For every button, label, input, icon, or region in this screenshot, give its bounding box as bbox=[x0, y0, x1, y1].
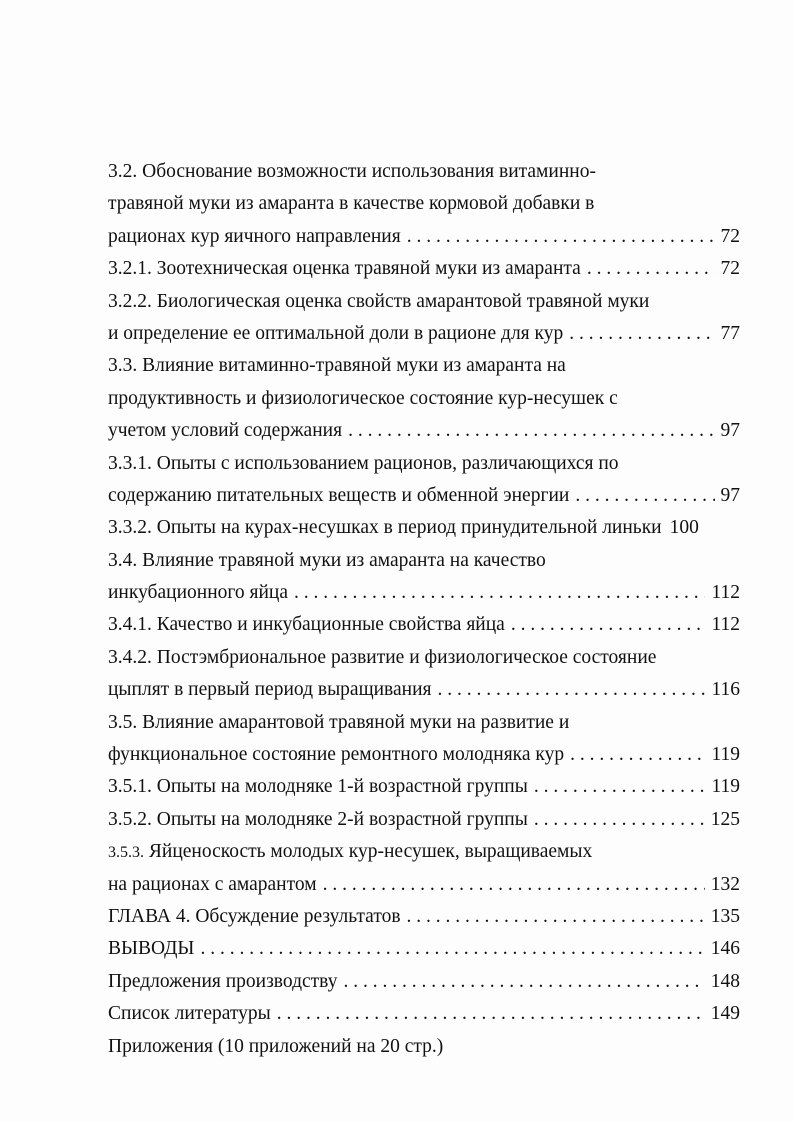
toc-page-number: 116 bbox=[711, 679, 740, 701]
leader-dots bbox=[569, 318, 714, 350]
toc-entry-text: 3.2.2. Биологическая оценка свойств амарантовой травяной муки bbox=[108, 290, 650, 312]
toc-entry-text: Список литературы bbox=[108, 1003, 271, 1025]
leader-dots bbox=[511, 609, 706, 641]
toc-page-number: 119 bbox=[711, 744, 740, 766]
toc-line bbox=[108, 512, 740, 544]
toc-entry-text: содержанию питательных веществ и обменной энергии bbox=[108, 484, 570, 506]
toc-entry-text: ГЛАВА 4. Обсуждение результатов bbox=[108, 905, 401, 927]
toc-line bbox=[108, 318, 740, 350]
toc-entry-text: 3.2. Обоснование возможности использования витаминно- bbox=[108, 161, 596, 182]
toc-entry-text: травяной муки из амаранта в качестве кормовой добавки в bbox=[108, 193, 595, 215]
leader-dots bbox=[437, 674, 705, 706]
toc-page-number: 72 bbox=[720, 225, 740, 247]
toc-line bbox=[108, 707, 740, 739]
leader-dots bbox=[570, 739, 705, 771]
toc-page-number: 72 bbox=[720, 258, 740, 280]
toc-entry-text: 3.4. Влияние травяной муки из амаранта на качество bbox=[108, 549, 546, 571]
toc-page-number: 97 bbox=[720, 484, 740, 506]
toc-entry-text: функциональное состояние ремонтного молодняка кур bbox=[108, 744, 565, 766]
toc-page-number: 119 bbox=[711, 776, 740, 798]
toc-page-number: 146 bbox=[710, 938, 740, 960]
toc-entry-text: цыплят в первый период выращивания bbox=[108, 679, 432, 701]
toc-entry-text bbox=[108, 836, 592, 868]
toc-entry-text: 3.5.2. Опыты на молодняке 2-й возрастной группы bbox=[108, 808, 528, 830]
toc-entry-number: 3.5.3. bbox=[108, 844, 144, 862]
toc-entry-text: инкубационного яйца bbox=[108, 582, 289, 604]
toc-line bbox=[108, 383, 740, 415]
leader-dots bbox=[587, 253, 715, 285]
leader-dots bbox=[575, 480, 714, 512]
toc-entry-title: Яйценоскость молодых кур-несушек, выращиваемых bbox=[148, 841, 593, 863]
toc-entry-text: Предложения производству bbox=[108, 970, 338, 992]
leader-dots bbox=[348, 415, 714, 447]
leader-dots bbox=[534, 771, 706, 803]
toc-entry-text: 3.3. Влияние витаминно-травяной муки из амаранта на bbox=[108, 355, 566, 377]
toc-page-number: 125 bbox=[710, 808, 740, 830]
toc-entry-text: 3.4.2. Постэмбриональное развитие и физиологическое состояние bbox=[108, 646, 657, 668]
toc-line bbox=[108, 771, 740, 803]
toc-line bbox=[108, 286, 740, 318]
toc-entry-text: 3.2.1. Зоотехническая оценка травяной муки из амаранта bbox=[108, 258, 581, 280]
toc-line bbox=[108, 577, 740, 609]
toc-entry-text: продуктивность и физиологическое состояние кур-несушек с bbox=[108, 387, 618, 409]
toc-page-number: 112 bbox=[711, 582, 740, 604]
toc-page-number: 135 bbox=[710, 905, 740, 927]
toc-page-number: 77 bbox=[720, 322, 740, 344]
toc-line bbox=[108, 415, 740, 447]
toc-line bbox=[108, 221, 740, 253]
toc-line bbox=[108, 642, 740, 674]
toc-page-number: 149 bbox=[710, 1003, 740, 1025]
toc-line bbox=[108, 448, 740, 480]
toc-line bbox=[108, 836, 740, 868]
leader-dots bbox=[277, 998, 705, 1030]
toc-entry-text: 3.5.1. Опыты на молодняке 1-й возрастной группы bbox=[108, 776, 528, 798]
toc-line bbox=[108, 545, 740, 577]
toc-page-number: 112 bbox=[711, 614, 740, 636]
toc-line bbox=[108, 156, 740, 188]
toc-line bbox=[108, 966, 740, 998]
toc-line bbox=[108, 253, 740, 285]
toc-line bbox=[108, 933, 740, 965]
leader-dots bbox=[294, 577, 705, 609]
toc-page-number: 148 bbox=[710, 970, 740, 992]
toc-line bbox=[108, 804, 740, 836]
leader-dots bbox=[323, 869, 705, 901]
toc-line bbox=[108, 869, 740, 901]
leader-dots bbox=[343, 966, 704, 998]
toc-entry-text: на рационах с амарантом bbox=[108, 873, 317, 895]
table-of-contents bbox=[108, 156, 740, 1063]
leader-dots bbox=[407, 221, 715, 253]
toc-entry-text: 3.3.1. Опыты с использованием рационов, различающихся по bbox=[108, 452, 619, 474]
toc-line bbox=[108, 1031, 740, 1063]
leader-dots bbox=[534, 804, 705, 836]
toc-line bbox=[108, 609, 740, 641]
toc-entry-text: 3.3.2. Опыты на курах-несушках в период принудительной линьки bbox=[108, 517, 662, 539]
toc-entry-text: 3.4.1. Качество и инкубационные свойства яйца bbox=[108, 614, 505, 636]
toc-line bbox=[108, 350, 740, 382]
toc-entry-text: учетом условий содержания bbox=[108, 420, 343, 442]
toc-entry-text: 3.5. Влияние амарантовой травяной муки на развитие и bbox=[108, 711, 570, 733]
toc-line bbox=[108, 674, 740, 706]
toc-page-number: 132 bbox=[710, 873, 740, 895]
toc-entry-text: и определение ее оптимальной доли в рационе для кур bbox=[108, 322, 564, 344]
toc-page-number: 100 bbox=[669, 517, 699, 539]
toc-line bbox=[108, 480, 740, 512]
toc-line bbox=[108, 739, 740, 771]
toc-line bbox=[108, 901, 740, 933]
leader-dots bbox=[407, 901, 705, 933]
toc-entry-text: Приложения (10 приложений на 20 стр.) bbox=[108, 1035, 444, 1057]
leader-dots bbox=[200, 933, 704, 965]
toc-line bbox=[108, 188, 740, 220]
toc-line bbox=[108, 998, 740, 1030]
toc-page-number: 97 bbox=[720, 420, 740, 442]
toc-entry-text: ВЫВОДЫ bbox=[108, 938, 195, 960]
toc-entry-text: рационах кур яичного направления bbox=[108, 225, 401, 247]
